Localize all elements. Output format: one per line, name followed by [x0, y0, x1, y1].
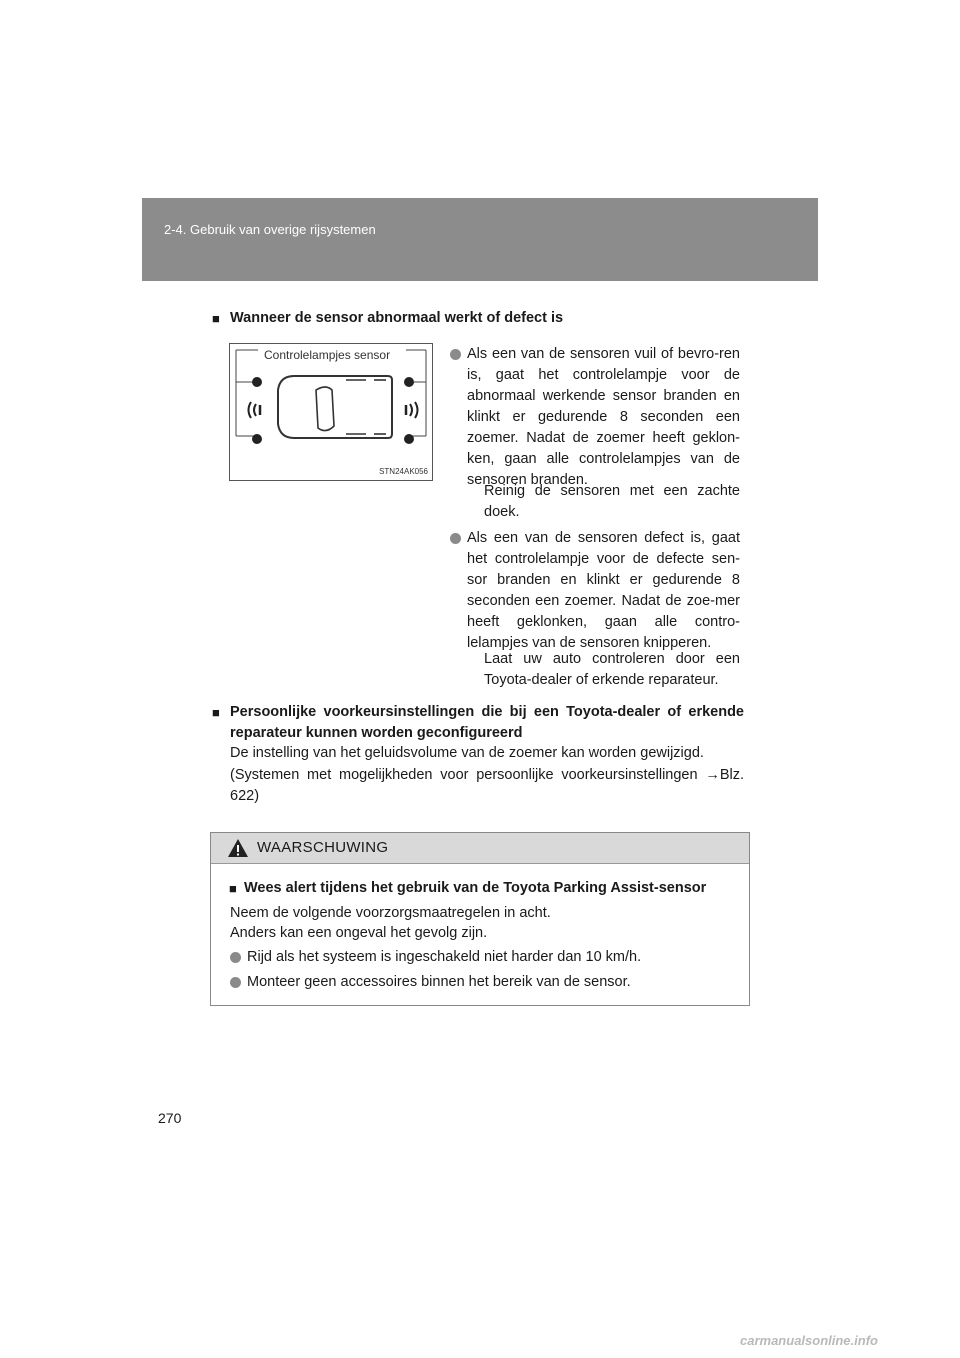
- page-number: 270: [158, 1110, 182, 1126]
- warning-title: WAARSCHUWING: [257, 839, 389, 856]
- warning-header: [211, 833, 749, 864]
- bullet-text: Rijd als het systeem is ingeschakeld niet harder dan 10 km/h.: [247, 949, 642, 965]
- list-item-dirty-sensor-note: Reinig de sensoren met een zachte doek.: [484, 483, 740, 520]
- car-sensor-diagram: [230, 344, 432, 480]
- section-heading-personal-settings: [212, 702, 744, 744]
- bullet-dot: [230, 977, 241, 988]
- watermark: carmanualsonline.info: [740, 1333, 878, 1348]
- section-title: Persoonlijke voorkeursinstellingen die bij een Toyota-dealer of erkende reparateur kunnen worden geconfigureerd: [230, 704, 744, 741]
- warning-box: [210, 832, 750, 1006]
- warning-line-1: Neem de volgende voorzorgsmaatregelen in acht.: [230, 905, 551, 921]
- sensor-indicator-figure: [229, 343, 433, 481]
- list-item-defective-sensor-note: Laat uw auto controleren door een Toyota-dealer of erkende reparateur.: [484, 651, 740, 688]
- figure-label: Controlelampjes sensor: [260, 348, 394, 362]
- list-item-dirty-sensor: [467, 344, 740, 491]
- bullet-dot: [450, 349, 461, 360]
- bullet-text: Monteer geen accessoires binnen het bereik van de sensor.: [247, 974, 631, 990]
- bullet-text: Als een van de sensoren defect is, gaat het controlelampje voor de defecte sen-sor branden en klinkt er gedurende 8 seconden een zoemer. Nadat de zoe-mer heeft geklonken, gaan alle contro-lelampjes van de sensoren knipperen.: [467, 530, 740, 651]
- bullet-dot: [450, 533, 461, 544]
- section-heading-sensor-defect: [212, 308, 750, 329]
- square-bullet: ■: [212, 311, 220, 326]
- square-bullet: ■: [229, 881, 237, 896]
- bullet-text: Als een van de sensoren vuil of bevro-ren is, gaat het controlelampje voor de abnormaal werkende sensor branden en klinkt er gedurende 8 seconden een zoemer. Nadat de zoemer heeft geklon-ken, gaan alle controlelampjes van de sensoren branden.: [467, 346, 740, 488]
- figure-code: STN24AK056: [379, 467, 428, 476]
- warning-list-item: [247, 972, 737, 993]
- warning-list-item: [247, 947, 737, 968]
- bullet-dot: [230, 952, 241, 963]
- warning-triangle-icon: [227, 838, 249, 858]
- square-bullet: ■: [212, 705, 220, 720]
- section-body-2: (Systemen met mogelijkheden voor persoonlijke voorkeursinstellingen →Blz. 622): [230, 767, 744, 804]
- warning-heading-text: Wees alert tijdens het gebruik van de Toyota Parking Assist-sensor: [244, 880, 707, 896]
- chapter-title: 2-4. Gebruik van overige rijsystemen: [164, 222, 376, 237]
- list-item-defective-sensor: [467, 528, 740, 654]
- section-title: Wanneer de sensor abnormaal werkt of defect is: [230, 310, 564, 326]
- section-body-1: De instelling van het geluidsvolume van de zoemer kan worden gewijzigd.: [230, 745, 704, 761]
- chapter-header: [142, 198, 818, 281]
- warning-line-2: Anders kan een ongeval het gevolg zijn.: [230, 925, 488, 941]
